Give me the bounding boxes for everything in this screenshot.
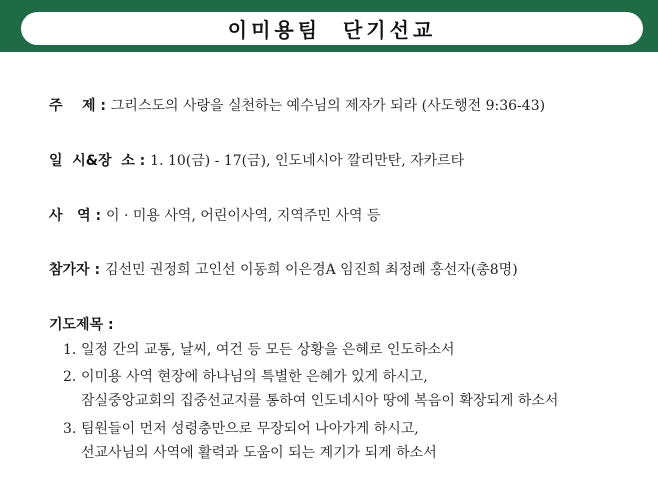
participants-value: 김선민 권정희 고인선 이동희 이은경A 임진희 최정례 홍선자(총8명) — [104, 262, 518, 278]
theme-separator: : — [95, 98, 111, 114]
prayer-item-number: 2. — [63, 369, 77, 385]
prayer-item — [63, 368, 428, 386]
prayer-item-continuation — [81, 392, 558, 410]
schedule-row — [49, 152, 464, 170]
schedule-label: 일 시&장 소 — [49, 153, 135, 169]
prayer-item-text: 이미용 사역 현장에 하나님의 특별한 은혜가 있게 하시고, — [81, 369, 428, 385]
prayer-item-text: 일정 간의 교통, 날씨, 여건 등 모든 상황을 은혜로 인도하소서 — [81, 342, 455, 358]
page-title: 이미용팀 단기선교 — [227, 18, 437, 42]
theme-value: 그리스도의 사랑을 실천하는 예수님의 제자가 되라 (사도행전 9:36-43) — [110, 98, 546, 114]
prayer-item-text: 팀원들이 먼저 성령충만으로 무장되어 나아가게 하시고, — [81, 421, 419, 437]
prayer-item — [63, 341, 455, 359]
prayer-item-text: 선교사님의 사역에 활력과 도움이 되는 계기가 되게 하소서 — [81, 445, 437, 461]
participants-label: 참가자 — [49, 262, 90, 278]
schedule-value: 1. 10(금) - 17(금), 인도네시아 깔리만탄, 자카르타 — [150, 153, 465, 169]
theme-label: 주 제 — [49, 98, 96, 114]
theme-row — [49, 97, 545, 115]
prayer-item — [63, 420, 419, 438]
participants-row — [49, 261, 518, 279]
prayer-title: 기도제목 : — [49, 317, 114, 333]
title-banner — [21, 12, 643, 45]
ministry-label: 사 역 — [49, 208, 91, 224]
ministry-separator: : — [90, 208, 107, 224]
participants-separator: : — [89, 262, 105, 278]
ministry-value: 이 · 미용 사역, 어린이사역, 지역주민 사역 등 — [106, 208, 381, 224]
schedule-separator: : — [134, 153, 151, 169]
ministry-row — [49, 207, 380, 225]
prayer-item-number: 1. — [63, 342, 77, 358]
prayer-item-continuation — [81, 444, 437, 462]
prayer-item-text: 잠실중앙교회의 집중선교지를 통하여 인도네시아 땅에 복음이 확장되게 하소서 — [81, 393, 559, 409]
prayer-title-row — [49, 316, 114, 334]
prayer-item-number: 3. — [63, 421, 77, 437]
header-band — [0, 0, 658, 52]
